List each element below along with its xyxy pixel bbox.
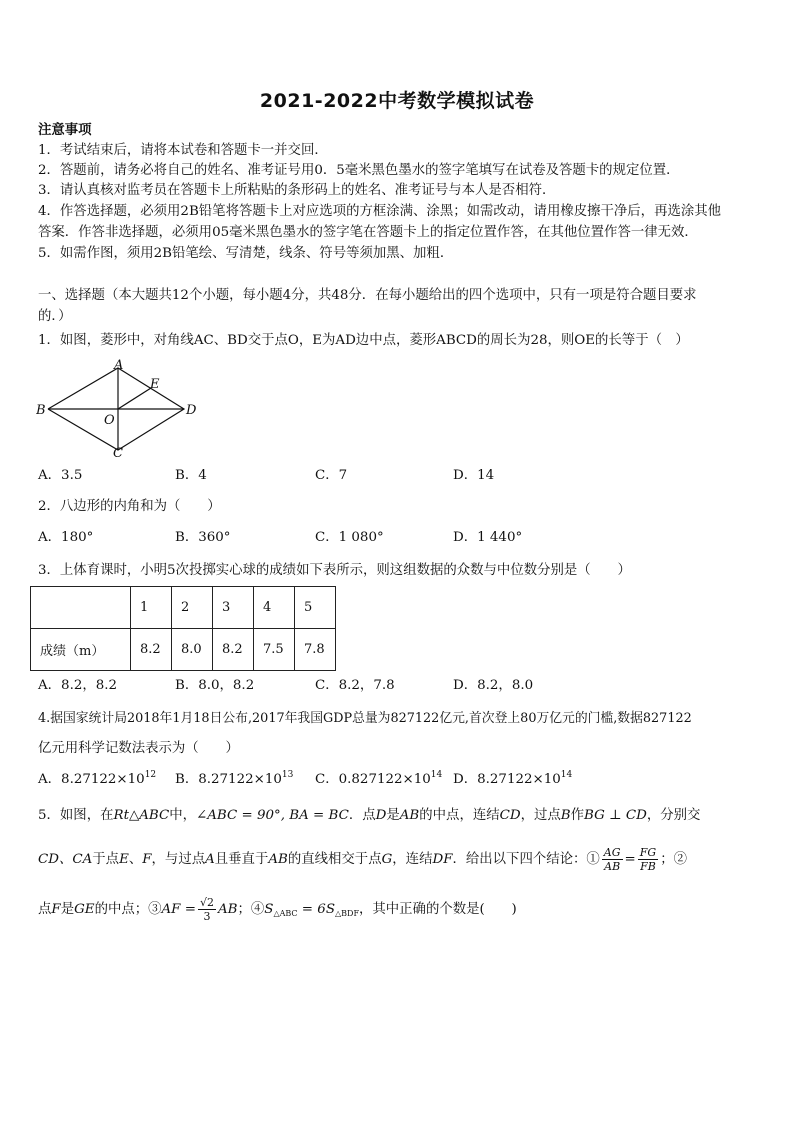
q1-stem: 1．如图，菱形中，对角线AC、BD交于点O，E为AD边中点，菱形ABCD的周长为28，则OE的长等于（ ） [38,333,689,348]
q3-option-a: A．8.2，8.2 [38,678,118,693]
q1-option-d: D．14 [453,468,495,483]
q2-option-c: C．1 080° [315,530,384,545]
q5-stem-line2: CD、CA于点E、F，与过点A且垂直于AB的直线相交于点G，连结DF．给出以下四个结论：① $\frac{AG}{AB}$ = $\frac{FG}{FB}$ ；② [38,846,687,873]
label-c: C [113,446,123,458]
label-b: B [36,403,46,418]
table-cell: 8.2 [213,629,254,671]
table-cell: 7.8 [295,629,336,671]
table-cell: 8.0 [172,629,213,671]
table-cell: 成绩（m） [31,629,131,671]
exam-title: 2021-2022中考数学模拟试卷 [259,90,535,112]
q3-score-table [30,586,336,671]
q4-option-a: A．$8.27122\times 10^{12}$ [38,770,157,787]
q1-option-c: C．7 [315,468,348,483]
label-d: D [186,403,197,418]
q3-option-b: B．8.0，8.2 [175,678,255,693]
q3-options [38,676,758,696]
q3-stem: 3．上体育课时，小明5次投掷实心球的成绩如下表所示，则这组数据的众数与中位数分别是（ ） [38,563,631,578]
table-cell: 7.5 [254,629,295,671]
q3-option-d: D．8.2，8.0 [453,678,534,693]
q4-stem-line1: 4.据国家统计局2018年1月18日公布,2017年我国GDP总量为827122亿元,首次登上80万亿元的门槛,数据827122 [38,711,692,726]
table-cell: 5 [295,587,336,629]
label-a: A [114,358,124,373]
label-o: O [104,413,115,428]
q1-rhombus-figure [36,358,206,458]
q3-option-c: C．8.2，7.8 [315,678,395,693]
notice-item-2: 2．答题前，请务必将自己的姓名、准考证号用0．5毫米黑色墨水的签字笔填写在试卷及答题卡的规定位置． [38,163,680,178]
notice-item-4-cont: 答案．作答非选择题，必须用05毫米黑色墨水的签字笔在答题卡上的指定位置作答，在其他位置作答一律无效． [38,225,698,240]
q1-option-a: A．3.5 [38,468,83,483]
section-heading-line2: 的．） [38,309,72,324]
q2-option-d: D．1 440° [453,530,523,545]
q4-option-c: C．$0.827122\times 10^{14}$ [315,770,443,787]
fraction-sqrt2-over-3: $\frac{√2}{3}$ [199,896,214,923]
table-cell: 4 [254,587,295,629]
fraction-ag-ab: $\frac{AG}{AB}$ [603,846,621,873]
q4-option-b: B．$8.27122\times 10^{13}$ [175,770,294,787]
table-cell [31,587,131,629]
q2-option-a: A．180° [38,530,94,545]
notice-item-4: 4．作答选择题，必须用2B铅笔将答题卡上对应选项的方框涂满、涂黑；如需改动，请用橡皮擦干净后，再选涂其他 [38,204,722,219]
q4-options [38,770,758,790]
table-row [31,629,336,671]
q4-stem-line2: 亿元用科学记数法表示为（ ） [38,741,239,756]
notice-item-1: 1．考试结束后，请将本试卷和答题卡一并交回． [38,143,328,158]
table-header-row [31,587,336,629]
q4-option-d: D．$8.27122\times 10^{14}$ [453,770,573,787]
table-cell: 2 [172,587,213,629]
q5-stem-line3: 点F是GE的中点；③AF = $\frac{√2}{3}$ AB；$④S_{\triangle ABC} = 6S_{\triangle BDF}$，其中正确的个数是( ) [38,896,517,923]
section-heading-line1: 一、选择题（本大题共12个小题，每小题4分，共48分．在每小题给出的四个选项中，只有一项是符合题目要求 [38,288,697,303]
label-e: E [150,377,160,392]
q2-options [38,528,758,548]
fraction-fg-fb: $\frac{FG}{FB}$ [639,846,657,873]
q1-option-b: B．4 [175,468,207,483]
notice-heading: 注意事项 [38,122,92,138]
notice-item-3: 3．请认真核对监考员在答题卡上所粘贴的条形码上的姓名、准考证号与本人是否相符． [38,183,556,198]
notice-item-5: 5．如需作图，须用2B铅笔绘、写清楚，线条、符号等须加黑、加粗． [38,246,454,261]
table-cell: 3 [213,587,254,629]
table-cell: 8.2 [131,629,172,671]
q1-options [38,466,758,486]
q2-stem: 2．八边形的内角和为（ ） [38,499,221,514]
table-cell: 1 [131,587,172,629]
segment-oe [118,388,151,409]
q2-option-b: B．360° [175,530,231,545]
q5-stem-line1: 5．如图，在Rt△ABC中，∠ABC = 90°, BA = BC．点D是AB的中点，连结CD，过点B作BG ⊥ CD，分别交 [38,808,701,823]
